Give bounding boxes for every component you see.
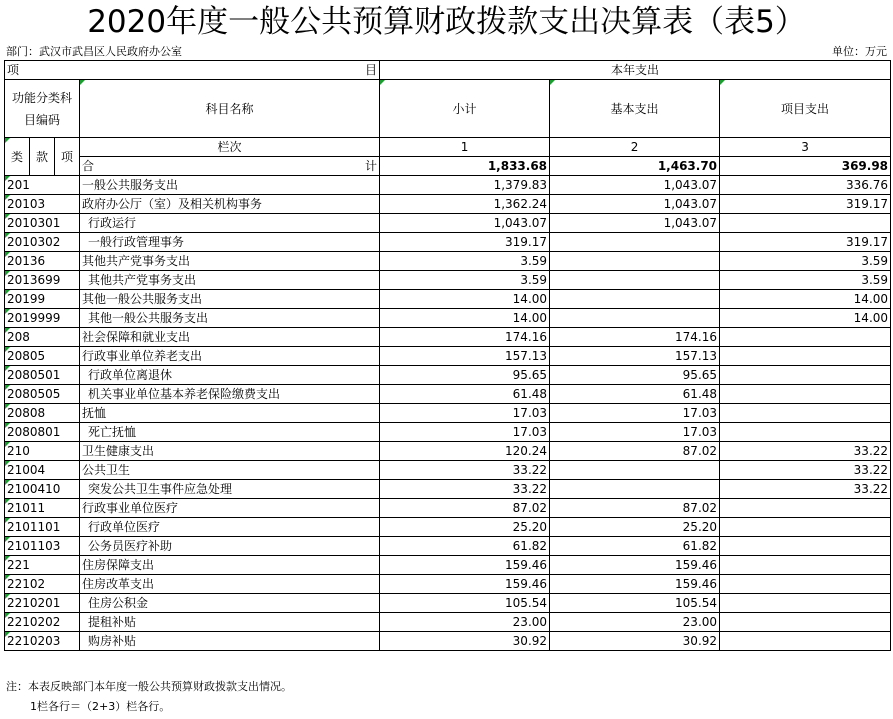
row-project-cell: 319.17 xyxy=(720,195,891,214)
xiang-header: 项 xyxy=(55,138,80,176)
row-project-cell: 33.22 xyxy=(720,442,891,461)
table-row xyxy=(5,480,891,499)
lei-header: 类 xyxy=(5,138,30,176)
row-project-cell xyxy=(720,632,891,651)
row-basic-cell: 61.82 xyxy=(550,537,720,556)
row-subtotal-cell: 61.48 xyxy=(380,385,550,404)
row-name-cell: 社会保障和就业支出 xyxy=(80,328,380,347)
row-project-cell: 14.00 xyxy=(720,290,891,309)
row-code-cell: 20103 xyxy=(5,195,80,214)
row-code-cell: 208 xyxy=(5,328,80,347)
row-code-cell: 21004 xyxy=(5,461,80,480)
row-basic-cell: 95.65 xyxy=(550,366,720,385)
row-project-cell: 14.00 xyxy=(720,309,891,328)
table-row xyxy=(5,271,891,290)
row-basic-cell xyxy=(550,252,720,271)
department-label: 部门：武汉市武昌区人民政府办公室 xyxy=(6,45,182,58)
table-row xyxy=(5,404,891,423)
row-code-cell: 22102 xyxy=(5,575,80,594)
row-basic-cell: 23.00 xyxy=(550,613,720,632)
table-row xyxy=(5,556,891,575)
row-name-cell: 公务员医疗补助 xyxy=(80,537,380,556)
row-basic-cell: 159.46 xyxy=(550,575,720,594)
row-code-cell: 20808 xyxy=(5,404,80,423)
row-subtotal-cell: 14.00 xyxy=(380,309,550,328)
row-project-cell: 33.22 xyxy=(720,461,891,480)
table-row xyxy=(5,575,891,594)
row-project-cell xyxy=(720,328,891,347)
row-project-cell xyxy=(720,537,891,556)
row-name-cell: 住房改革支出 xyxy=(80,575,380,594)
row-subtotal-cell: 120.24 xyxy=(380,442,550,461)
row-name-cell: 住房保障支出 xyxy=(80,556,380,575)
row-basic-cell: 105.54 xyxy=(550,594,720,613)
row-subtotal-cell: 157.13 xyxy=(380,347,550,366)
row-subtotal-cell: 1,362.24 xyxy=(380,195,550,214)
table-row xyxy=(5,214,891,233)
row-basic-cell xyxy=(550,461,720,480)
row-subtotal-cell: 3.59 xyxy=(380,271,550,290)
row-code-cell: 2210201 xyxy=(5,594,80,613)
row-basic-cell: 1,043.07 xyxy=(550,176,720,195)
table-row xyxy=(5,518,891,537)
row-project-cell xyxy=(720,366,891,385)
table-row xyxy=(5,252,891,271)
row-basic-cell xyxy=(550,290,720,309)
row-subtotal-cell: 33.22 xyxy=(380,461,550,480)
table-row xyxy=(5,461,891,480)
row-name-cell: 其他共产党事务支出 xyxy=(80,271,380,290)
function-code-header: 功能分类科目编码 xyxy=(5,80,80,138)
row-project-cell: 3.59 xyxy=(720,252,891,271)
table-row xyxy=(5,366,891,385)
row-basic-cell: 25.20 xyxy=(550,518,720,537)
row-code-cell: 2019999 xyxy=(5,309,80,328)
row-project-cell: 319.17 xyxy=(720,233,891,252)
row-name-cell: 一般公共服务支出 xyxy=(80,176,380,195)
row-basic-cell: 30.92 xyxy=(550,632,720,651)
row-code-cell: 2013699 xyxy=(5,271,80,290)
row-subtotal-cell: 33.22 xyxy=(380,480,550,499)
table-row xyxy=(5,537,891,556)
row-subtotal-cell: 159.46 xyxy=(380,575,550,594)
row-project-cell: 33.22 xyxy=(720,480,891,499)
row-basic-cell: 17.03 xyxy=(550,423,720,442)
item-left-label: 项 xyxy=(7,63,20,77)
row-name-cell: 行政单位医疗 xyxy=(80,518,380,537)
row-subtotal-cell: 105.54 xyxy=(380,594,550,613)
page-title: 2020年度一般公共预算财政拨款支出决算表（表5） xyxy=(87,4,806,40)
row-name-cell: 行政事业单位养老支出 xyxy=(80,347,380,366)
row-project-cell xyxy=(720,423,891,442)
row-name-cell: 死亡抚恤 xyxy=(80,423,380,442)
row-basic-cell: 159.46 xyxy=(550,556,720,575)
row-basic-cell: 174.16 xyxy=(550,328,720,347)
note-line-1: 注：本表反映部门本年度一般公共预算财政拨款支出情况。 xyxy=(6,680,292,693)
table-row xyxy=(5,195,891,214)
row-code-cell: 2101101 xyxy=(5,518,80,537)
row-subtotal-cell: 14.00 xyxy=(380,290,550,309)
row-subtotal-cell: 319.17 xyxy=(380,233,550,252)
row-project-cell xyxy=(720,594,891,613)
project-expense-header: 项目支出 xyxy=(720,80,891,138)
row-subtotal-cell: 25.20 xyxy=(380,518,550,537)
item-header-cell xyxy=(5,61,380,80)
total-label-left: 合 xyxy=(82,159,95,173)
unit-label: 单位：万元 xyxy=(832,45,887,58)
row-project-cell: 3.59 xyxy=(720,271,891,290)
row-code-cell: 2210203 xyxy=(5,632,80,651)
table-row xyxy=(5,328,891,347)
row-code-cell: 221 xyxy=(5,556,80,575)
row-name-cell: 行政事业单位医疗 xyxy=(80,499,380,518)
table-row xyxy=(5,290,891,309)
row-code-cell: 2080501 xyxy=(5,366,80,385)
item-right-label: 目 xyxy=(365,63,378,77)
row-code-cell: 20805 xyxy=(5,347,80,366)
row-name-cell: 突发公共卫生事件应急处理 xyxy=(80,480,380,499)
row-subtotal-cell: 23.00 xyxy=(380,613,550,632)
row-code-cell: 2010301 xyxy=(5,214,80,233)
basic-expense-header: 基本支出 xyxy=(550,80,720,138)
row-project-cell xyxy=(720,404,891,423)
current-year-header: 本年支出 xyxy=(380,61,891,80)
row-basic-cell xyxy=(550,233,720,252)
subject-name-header: 科目名称 xyxy=(80,80,380,138)
column-index-label: 栏次 xyxy=(80,138,380,157)
note-line-2: 1栏各行＝（2+3）栏各行。 xyxy=(30,700,171,713)
table-row xyxy=(5,176,891,195)
row-subtotal-cell: 61.82 xyxy=(380,537,550,556)
row-project-cell xyxy=(720,347,891,366)
row-basic-cell: 157.13 xyxy=(550,347,720,366)
row-name-cell: 其他共产党事务支出 xyxy=(80,252,380,271)
row-basic-cell xyxy=(550,480,720,499)
row-project-cell xyxy=(720,518,891,537)
table-row xyxy=(5,233,891,252)
subtotal-header: 小计 xyxy=(380,80,550,138)
row-subtotal-cell: 159.46 xyxy=(380,556,550,575)
row-subtotal-cell: 30.92 xyxy=(380,632,550,651)
row-basic-cell: 61.48 xyxy=(550,385,720,404)
row-subtotal-cell: 17.03 xyxy=(380,423,550,442)
total-row xyxy=(5,157,891,176)
row-project-cell xyxy=(720,214,891,233)
row-name-cell: 卫生健康支出 xyxy=(80,442,380,461)
row-code-cell: 21011 xyxy=(5,499,80,518)
column-index-2: 2 xyxy=(550,138,720,157)
row-subtotal-cell: 174.16 xyxy=(380,328,550,347)
row-basic-cell xyxy=(550,271,720,290)
total-label-right: 计 xyxy=(365,159,378,173)
table-row xyxy=(5,309,891,328)
row-code-cell: 2100410 xyxy=(5,480,80,499)
table-row xyxy=(5,594,891,613)
table-row xyxy=(5,442,891,461)
header-row-1 xyxy=(5,61,891,80)
total-project: 369.98 xyxy=(720,157,891,176)
row-name-cell: 抚恤 xyxy=(80,404,380,423)
row-name-cell: 其他一般公共服务支出 xyxy=(80,290,380,309)
row-subtotal-cell: 3.59 xyxy=(380,252,550,271)
row-project-cell xyxy=(720,385,891,404)
row-basic-cell: 17.03 xyxy=(550,404,720,423)
row-project-cell xyxy=(720,613,891,632)
row-name-cell: 购房补贴 xyxy=(80,632,380,651)
row-name-cell: 行政运行 xyxy=(80,214,380,233)
row-name-cell: 政府办公厅（室）及相关机构事务 xyxy=(80,195,380,214)
row-project-cell xyxy=(720,575,891,594)
row-code-cell: 2080801 xyxy=(5,423,80,442)
row-subtotal-cell: 95.65 xyxy=(380,366,550,385)
header-row-3 xyxy=(5,138,891,157)
row-subtotal-cell: 1,379.83 xyxy=(380,176,550,195)
row-code-cell: 210 xyxy=(5,442,80,461)
table-row xyxy=(5,423,891,442)
budget-table xyxy=(4,60,891,651)
table-row xyxy=(5,632,891,651)
row-subtotal-cell: 87.02 xyxy=(380,499,550,518)
column-index-1: 1 xyxy=(380,138,550,157)
row-basic-cell: 87.02 xyxy=(550,442,720,461)
row-code-cell: 2101103 xyxy=(5,537,80,556)
row-name-cell: 机关事业单位基本养老保险缴费支出 xyxy=(80,385,380,404)
total-subtotal: 1,833.68 xyxy=(380,157,550,176)
row-subtotal-cell: 17.03 xyxy=(380,404,550,423)
row-project-cell: 336.76 xyxy=(720,176,891,195)
row-project-cell xyxy=(720,556,891,575)
table-row xyxy=(5,347,891,366)
row-subtotal-cell: 1,043.07 xyxy=(380,214,550,233)
row-name-cell: 其他一般公共服务支出 xyxy=(80,309,380,328)
table-row xyxy=(5,613,891,632)
row-name-cell: 行政单位离退休 xyxy=(80,366,380,385)
row-project-cell xyxy=(720,499,891,518)
table-row xyxy=(5,499,891,518)
row-name-cell: 住房公积金 xyxy=(80,594,380,613)
row-code-cell: 20199 xyxy=(5,290,80,309)
total-basic: 1,463.70 xyxy=(550,157,720,176)
row-code-cell: 2010302 xyxy=(5,233,80,252)
row-code-cell: 201 xyxy=(5,176,80,195)
column-index-3: 3 xyxy=(720,138,891,157)
row-code-cell: 2210202 xyxy=(5,613,80,632)
row-code-cell: 2080505 xyxy=(5,385,80,404)
row-basic-cell: 1,043.07 xyxy=(550,195,720,214)
row-name-cell: 提租补贴 xyxy=(80,613,380,632)
row-name-cell: 一般行政管理事务 xyxy=(80,233,380,252)
row-code-cell: 20136 xyxy=(5,252,80,271)
row-basic-cell xyxy=(550,309,720,328)
row-basic-cell: 87.02 xyxy=(550,499,720,518)
total-label-cell xyxy=(80,157,380,176)
row-basic-cell: 1,043.07 xyxy=(550,214,720,233)
row-name-cell: 公共卫生 xyxy=(80,461,380,480)
kuan-header: 款 xyxy=(30,138,55,176)
table-row xyxy=(5,385,891,404)
